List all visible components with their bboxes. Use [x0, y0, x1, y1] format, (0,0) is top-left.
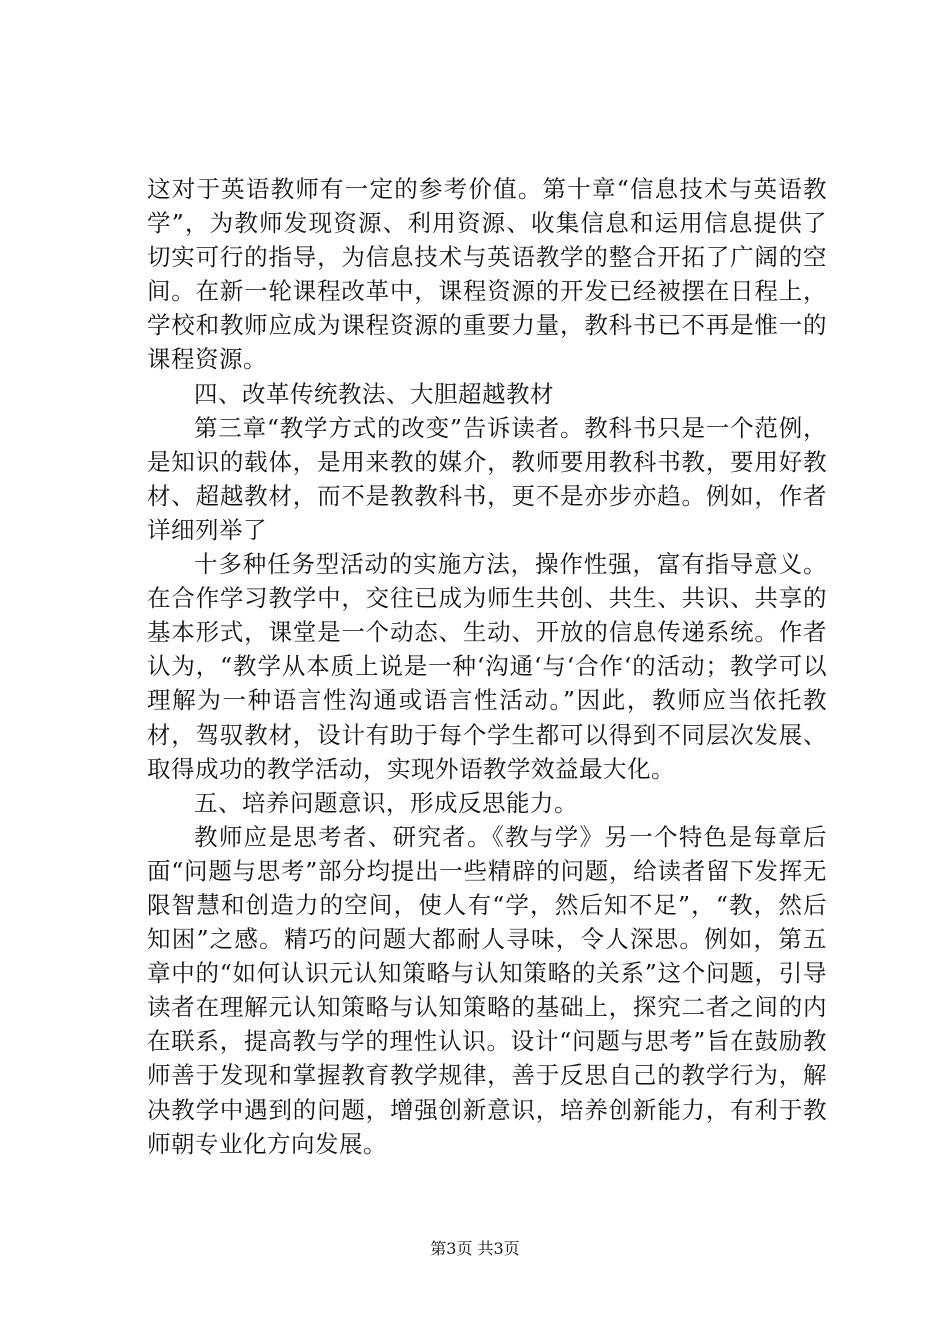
paragraph-continuation: 这对于英语教师有一定的参考价值。第十章“信息技术与英语教学”，为教师发现资源、利用资源、收集信息和运用信息提供了切实可行的指导，为信息技术与英语教学的整合开拓了广阔的空间。在新一轮课程改革中，课程资源的开发已经被摆在日程上，学校和教师应成为课程资源的重要力量，教科书已不再是惟一的课程资源。: [147, 175, 827, 374]
section-heading-five: 五、培养问题意识，形成反思能力。: [194, 788, 578, 817]
paragraph: 第三章“教学方式的改变”告诉读者。教科书只是一个范例，是知识的载体，是用来教的媒介，教师要用教科书教，要用好教材、超越教材，而不是教教科书，更不是亦步亦趋。例如，作者详细列举了: [147, 413, 827, 544]
document-body: [147, 172, 827, 1161]
paragraph: 教师应是思考者、研究者。《教与学》另一个特色是每章后面“问题与思考”部分均提出一些精辟的问题，给读者留下发挥无限智慧和创造力的空间，使人有“学，然后知不足”，“教，然后知困”之感。精巧的问题大都耐人寻味，令人深思。例如，第五章中的“如何认识元认知策略与认知策略的关系”这个问题，引导读者在理解元认知策略与认知策略的基础上，探究二者之间的内在联系，提高教与学的理性认识。设计“问题与思考”旨在鼓励教师善于发现和掌握教育教学规律，善于反思自己的教学行为，解决教学中遇到的问题，增强创新意识，培养创新能力，有利于教师朝专业化方向发展。: [147, 822, 827, 1158]
section-heading-four: 四、改革传统教法、大胆超越教材: [194, 379, 554, 408]
page-number-footer: 第3页 共3页: [430, 1239, 520, 1258]
paragraph: 十多种任务型活动的实施方法，操作性强，富有指导意义。在合作学习教学中，交往已成为师生共创、共生、共识、共享的基本形式，课堂是一个动态、生动、开放的信息传递系统。作者认为，“教学从本质上说是一种‘沟通‘与‘合作‘的活动；教学可以理解为一种语言性沟通或语言性活动。”因此，教师应当依托教材，驾驭教材，设计有助于每个学生都可以得到不同层次发展、取得成功的教学活动，实现外语教学效益最大化。: [147, 550, 827, 783]
